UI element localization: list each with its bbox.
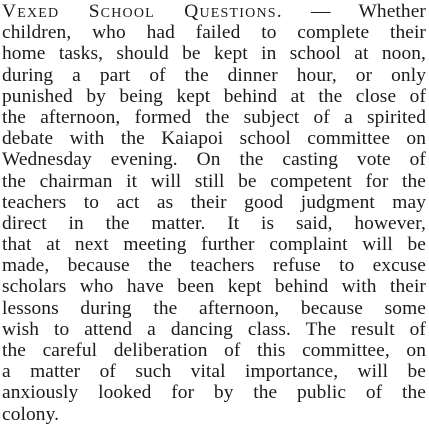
article-line-8: Wednesday evening. On the casting vote of: [2, 149, 426, 171]
article-line-1-text: Whether: [358, 1, 426, 22]
article-line-18: a matter of such vital importance, will be: [2, 361, 426, 383]
article-line-9: the chairman it will still be competent for the: [2, 170, 426, 192]
article-line-19: anxiously looked for by the public of the: [2, 382, 426, 404]
article-line-12: that at next meeting further complaint will be: [2, 234, 426, 256]
article-line-7: debate with the Kaiapoi school committee on: [2, 128, 426, 150]
article-line-14: scholars who have been kept behind with their: [2, 276, 426, 298]
article-headline: Vexed School Questions.: [2, 1, 283, 22]
article-line-3: home tasks, should be kept in school at noon,: [2, 43, 426, 65]
article-line-16: wish to attend a dancing class. The result of: [2, 318, 426, 340]
article-line-6: the afternoon, formed the subject of a spirited: [2, 106, 426, 128]
article-line-20: colony.: [2, 403, 60, 425]
article-line-5: punished by being kept behind at the close of: [2, 85, 426, 107]
article-column: [2, 1, 426, 425]
article-line-11: direct in the matter. It is said, however,: [2, 212, 426, 234]
article-line-15: lessons during the afternoon, because some: [2, 297, 426, 319]
article-line-17: the careful deliberation of this committee, on: [2, 340, 426, 361]
article-line-4: during a part of the dinner hour, or only: [2, 64, 426, 86]
article-line-13: made, because the teachers refuse to excuse: [2, 255, 426, 277]
headline-dash: —: [282, 1, 359, 22]
article-line-10: teachers to act as their good judgment may: [2, 191, 426, 213]
article-line-2: children, who had failed to complete their: [2, 22, 426, 44]
article-line-1: [2, 1, 426, 22]
